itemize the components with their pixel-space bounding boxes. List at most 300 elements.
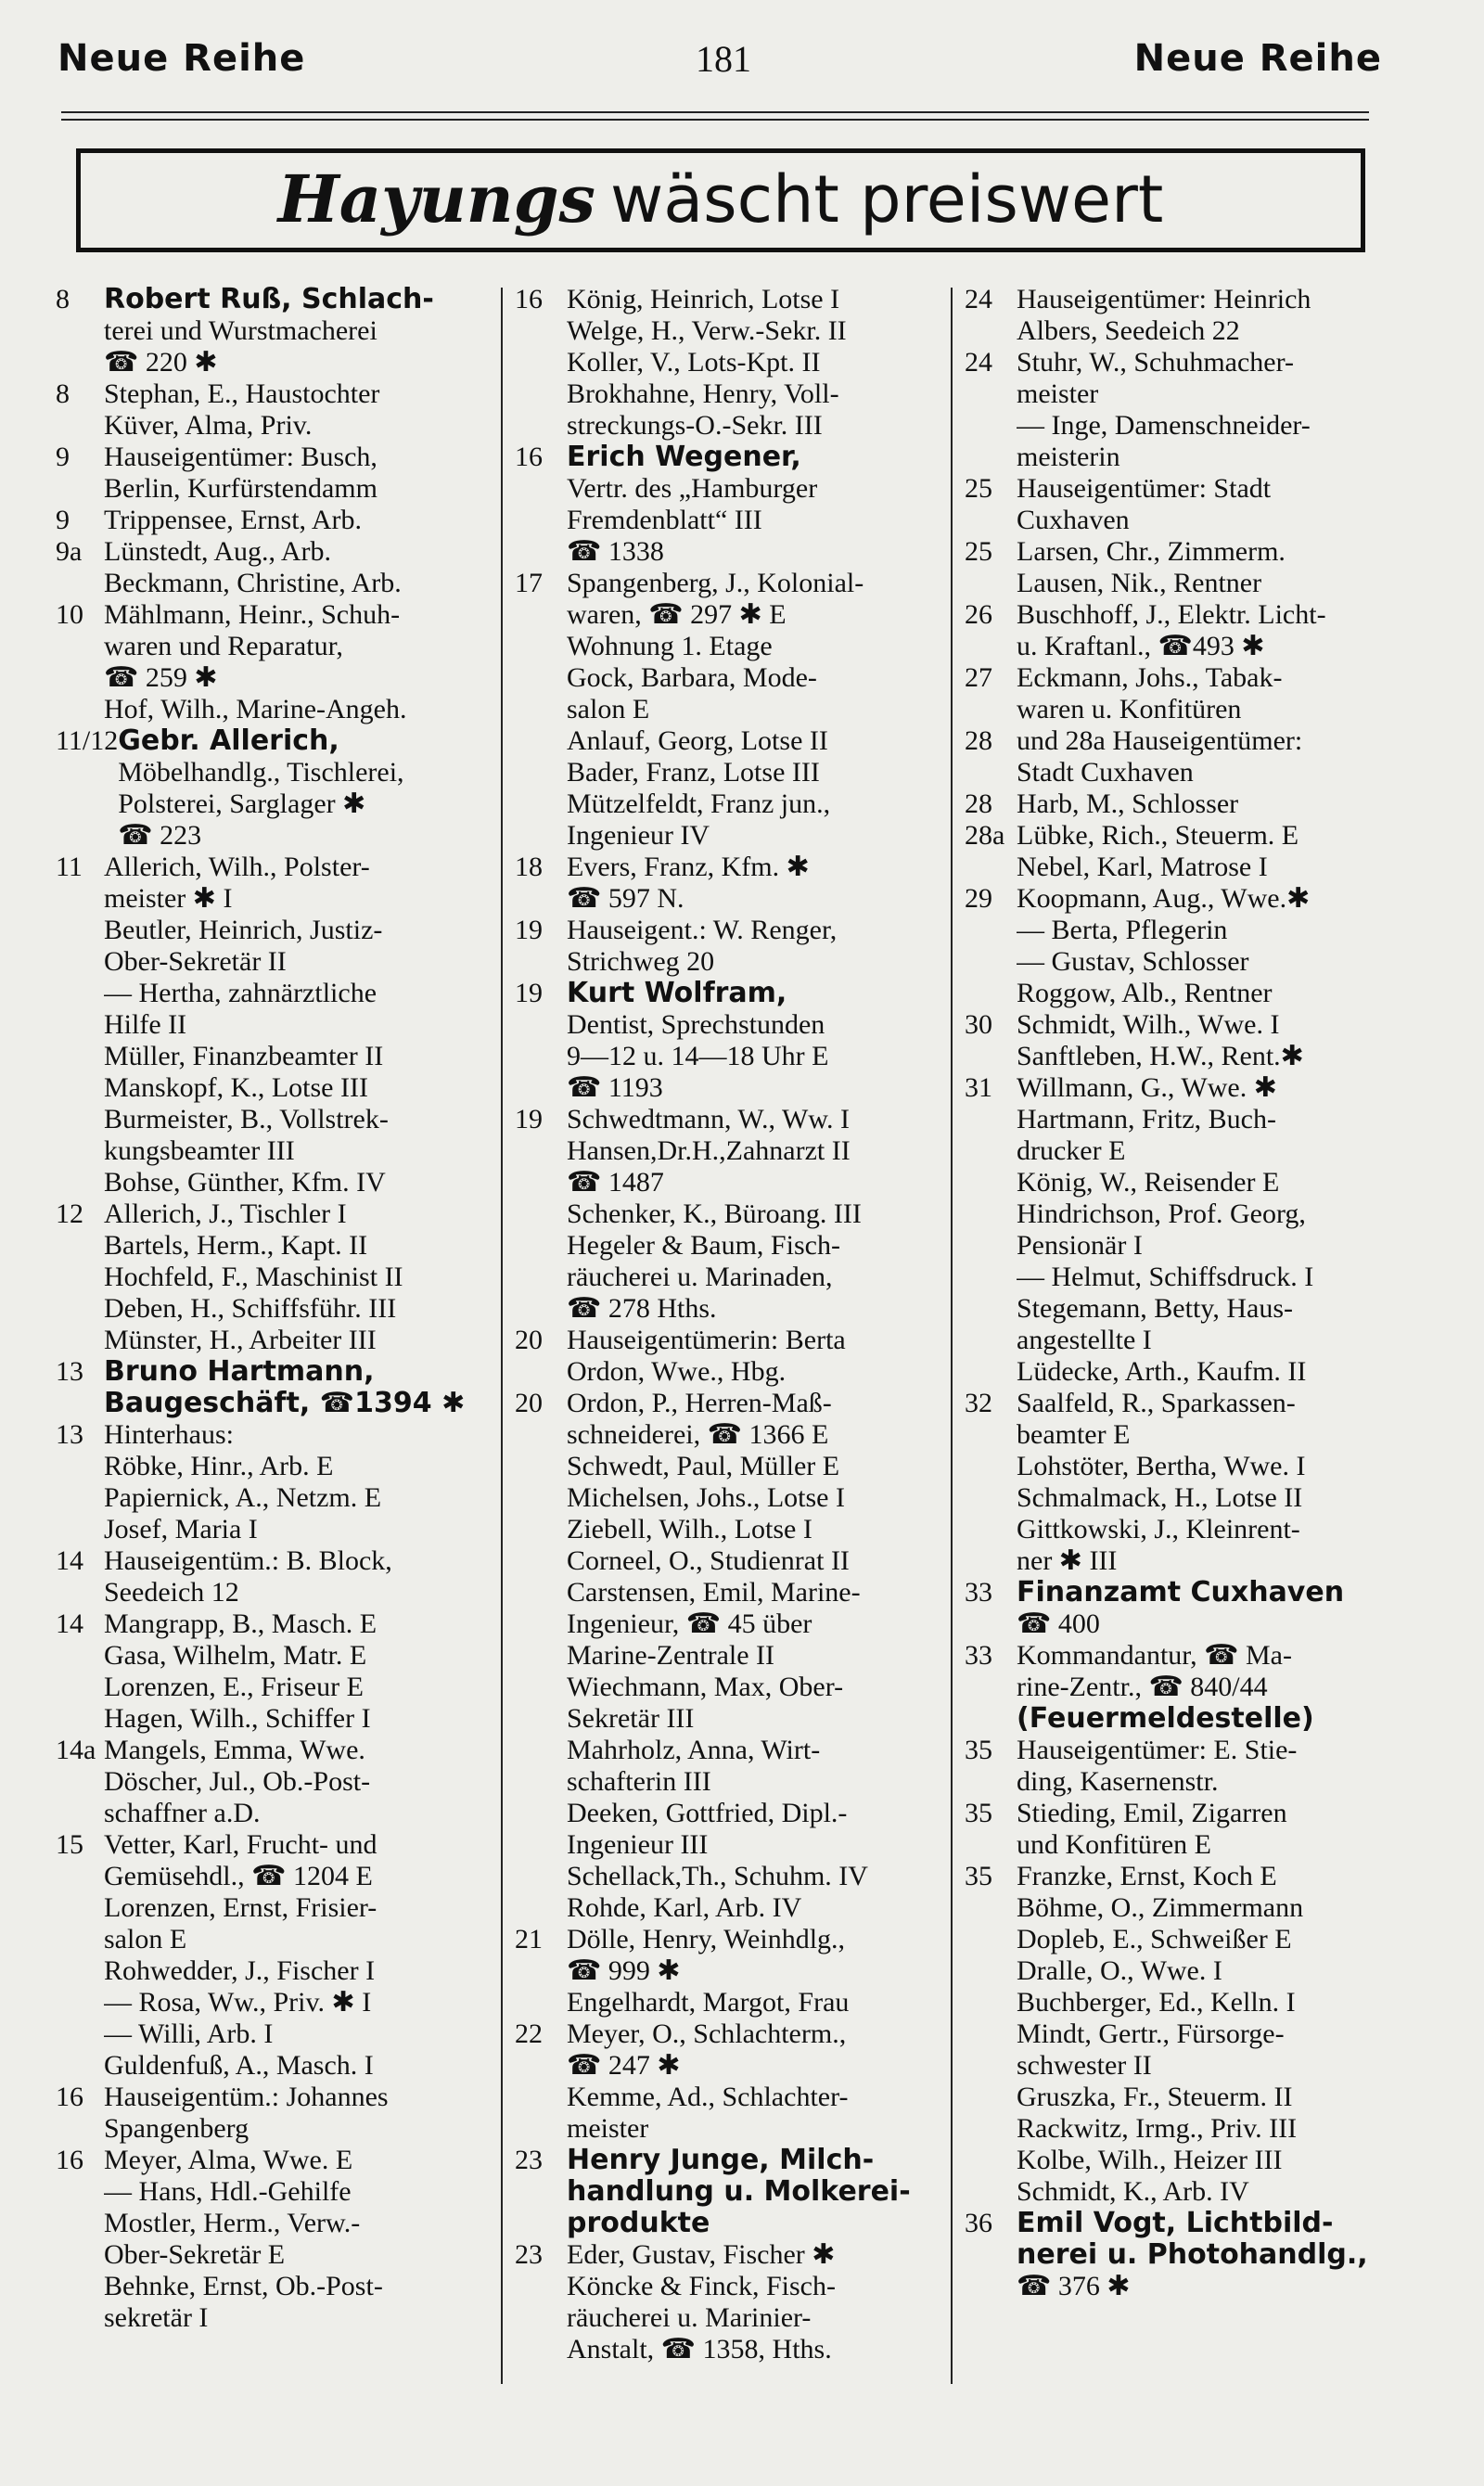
directory-entry	[56, 1829, 496, 2082]
entry-line: Mangels, Emma, Wwe.	[104, 1735, 365, 1765]
entry-line: ☎ 220 ✱	[104, 347, 218, 378]
entry-body	[567, 1388, 941, 1924]
directory-entry	[515, 1388, 941, 1924]
directory-entry	[515, 284, 941, 442]
house-number: 14	[56, 1545, 83, 1576]
entry-line: Hansen,Dr.H.,Zahnarzt II	[567, 1135, 851, 1166]
directory-entry	[515, 2145, 941, 2239]
entry-line: Nebel, Karl, Matrose I	[1017, 852, 1268, 882]
entry-line: Beckmann, Christine, Arb.	[104, 568, 402, 598]
entry-line: Hauseigentümer: Heinrich	[1017, 284, 1311, 314]
header-rule-bottom	[61, 119, 1369, 121]
column-divider-1	[501, 288, 503, 2384]
directory-entry	[56, 1545, 496, 1608]
entry-line: ☎ 597 N.	[567, 883, 684, 914]
directory-entry	[965, 662, 1419, 725]
entry-line: Willmann, G., Wwe. ✱	[1017, 1072, 1277, 1103]
house-number: 8	[56, 284, 70, 314]
house-number: 13	[56, 1356, 83, 1387]
entry-line: angestellte I	[1017, 1325, 1152, 1355]
page-number: 181	[696, 38, 751, 80]
entry-line: Ziebell, Wilh., Lotse I	[567, 1514, 812, 1544]
entry-line: Marine-Zentrale II	[567, 1640, 775, 1671]
entry-body	[104, 1198, 496, 1356]
entry-line: Stegemann, Betty, Haus-	[1017, 1293, 1293, 1324]
running-header-right: Neue Reihe	[1133, 37, 1382, 80]
entry-line: Gasa, Wilhelm, Matr. E	[104, 1640, 367, 1671]
entry-line: Buchberger, Ed., Kelln. I	[1017, 1987, 1296, 2018]
entry-line: Hauseigent.: W. Renger,	[567, 915, 838, 945]
entry-body	[1017, 725, 1419, 788]
entry-line: Strichweg 20	[567, 946, 715, 977]
entry-line: Sekretär III	[567, 1703, 695, 1734]
entry-line: schafterin III	[567, 1766, 711, 1797]
directory-entry	[56, 505, 496, 536]
entry-body	[104, 1419, 496, 1545]
entry-line: Sanftleben, H.W., Rent.✱	[1017, 1041, 1304, 1071]
entry-line: Gebr. Allerich,	[118, 725, 339, 757]
entry-line: Schwedt, Paul, Müller E	[567, 1451, 840, 1481]
entry-line: Hof, Wilh., Marine-Angeh.	[104, 694, 407, 724]
directory-entry	[515, 2239, 941, 2365]
directory-entry	[965, 1861, 1419, 2208]
entry-line: Lohstöter, Bertha, Wwe. I	[1017, 1451, 1306, 1481]
entry-body	[104, 1356, 496, 1419]
house-number: 10	[56, 599, 83, 630]
entry-line: Ingenieur III	[567, 1829, 709, 1860]
house-number: 35	[965, 1735, 992, 1765]
entry-line: rine-Zentr., ☎ 840/44	[1017, 1672, 1268, 1702]
entry-line: — Berta, Pflegerin	[1017, 915, 1228, 945]
entry-line: Baugeschäft, ☎1394 ✱	[104, 1388, 466, 1419]
entry-line: produkte	[567, 2208, 710, 2239]
entry-line: Schellack,Th., Schuhm. IV	[567, 1861, 868, 1891]
directory-entry	[56, 1356, 496, 1419]
entry-line: Lübke, Rich., Steuerm. E	[1017, 820, 1299, 851]
entry-body	[1017, 820, 1419, 883]
entry-line: salon E	[567, 694, 650, 724]
entry-line: sekretär I	[104, 2302, 209, 2333]
entry-line: Bohse, Günther, Kfm. IV	[104, 1167, 386, 1198]
entry-line: beamter E	[1017, 1419, 1131, 1450]
house-number: 9	[56, 505, 70, 535]
house-number: 35	[965, 1798, 992, 1828]
entry-line: Böhme, O., Zimmermann	[1017, 1892, 1304, 1923]
directory-entry	[56, 536, 496, 599]
house-number: 16	[56, 2145, 83, 2175]
house-number: 14a	[56, 1735, 96, 1765]
entry-body	[1017, 1577, 1419, 1640]
entry-line: Corneel, O., Studienrat II	[567, 1545, 850, 1576]
entry-line: ☎ 1487	[567, 1167, 664, 1198]
entry-line: Stuhr, W., Schuhmacher-	[1017, 347, 1294, 378]
directory-entry	[515, 442, 941, 568]
banner-brand: Hayungs	[277, 160, 595, 237]
house-number: 24	[965, 284, 992, 314]
entry-line: König, W., Reisender E	[1017, 1167, 1280, 1198]
entry-body	[567, 284, 941, 442]
entry-line: Trippensee, Ernst, Arb.	[104, 505, 363, 535]
entry-line: — Inge, Damenschneider-	[1017, 410, 1311, 441]
directory-entry	[965, 347, 1419, 473]
house-number: 35	[965, 1861, 992, 1891]
entry-line: Vertr. des „Hamburger	[567, 473, 818, 504]
entry-line: streckungs-O.-Sekr. III	[567, 410, 823, 441]
entry-line: Beutler, Heinrich, Justiz-	[104, 915, 383, 945]
directory-entry	[56, 1419, 496, 1545]
house-number: 25	[965, 536, 992, 567]
entry-body	[1017, 536, 1419, 599]
entry-line: Hauseigentümer: Busch,	[104, 442, 377, 472]
house-number: 22	[515, 2018, 543, 2049]
entry-body	[1017, 599, 1419, 662]
directory-entry	[965, 1577, 1419, 1640]
house-number: 18	[515, 852, 543, 882]
entry-body	[567, 568, 941, 852]
entry-line: Mählmann, Heinr., Schuh-	[104, 599, 401, 630]
entry-line: Guldenfuß, A., Masch. I	[104, 2050, 374, 2081]
house-number: 19	[515, 1104, 543, 1134]
house-number: 9	[56, 442, 70, 472]
entry-line: Gittkowski, J., Kleinrent-	[1017, 1514, 1300, 1544]
entry-body	[118, 725, 496, 852]
entry-line: Papiernick, A., Netzm. E	[104, 1482, 382, 1513]
entry-body	[1017, 662, 1419, 725]
entry-line: Kemme, Ad., Schlachter-	[567, 2082, 849, 2112]
entry-line: — Hans, Hdl.-Gehilfe	[104, 2176, 352, 2207]
entry-line: Anstalt, ☎ 1358, Hths.	[567, 2334, 832, 2364]
house-number: 16	[515, 284, 543, 314]
directory-entry	[56, 378, 496, 442]
entry-line: Emil Vogt, Lichtbild-	[1017, 2208, 1334, 2239]
entry-line: Rohwedder, J., Fischer I	[104, 1955, 376, 1986]
entry-line: Stephan, E., Haustochter	[104, 378, 380, 409]
entry-body	[104, 505, 496, 536]
entry-line: Ingenieur, ☎ 45 über	[567, 1608, 812, 1639]
entry-line: ☎ 223	[118, 820, 202, 851]
entry-line: Brokhahne, Henry, Voll-	[567, 378, 839, 409]
running-header-left: Neue Reihe	[58, 37, 306, 80]
entry-body	[567, 2239, 941, 2365]
entry-body	[1017, 284, 1419, 347]
directory-entry	[965, 536, 1419, 599]
entry-line: Ober-Sekretär E	[104, 2239, 286, 2270]
entry-line: Schmidt, Wilh., Wwe. I	[1017, 1009, 1280, 1040]
entry-line: meisterin	[1017, 442, 1120, 472]
entry-line: Dölle, Henry, Weinhdlg.,	[567, 1924, 846, 1954]
entry-line: Hauseigentüm.: B. Block,	[104, 1545, 392, 1576]
entry-line: König, Heinrich, Lotse I	[567, 284, 840, 314]
house-number: 21	[515, 1924, 543, 1954]
entry-line: Lüdecke, Arth., Kaufm. II	[1017, 1356, 1307, 1387]
entry-line: meister	[1017, 378, 1099, 409]
house-number: 19	[515, 978, 543, 1008]
entry-line: Müller, Finanzbeamter II	[104, 1041, 384, 1071]
entry-line: — Willi, Arb. I	[104, 2018, 274, 2049]
entry-line: Manskopf, K., Lotse III	[104, 1072, 368, 1103]
entry-line: Allerich, Wilh., Polster-	[104, 852, 370, 882]
house-number: 33	[965, 1640, 992, 1671]
entry-line: waren u. Konfitüren	[1017, 694, 1242, 724]
entry-line: Küver, Alma, Priv.	[104, 410, 313, 441]
entry-body	[104, 2082, 496, 2145]
directory-column-2	[515, 284, 941, 2365]
entry-line: ding, Kasernenstr.	[1017, 1766, 1219, 1797]
entry-line: Robert Ruß, Schlach-	[104, 284, 434, 315]
entry-body	[1017, 1798, 1419, 1861]
entry-line: Hauseigentümer: Stadt	[1017, 473, 1272, 504]
entry-body	[567, 2018, 941, 2145]
entry-line: Ober-Sekretär II	[104, 946, 287, 977]
directory-entry	[965, 284, 1419, 347]
header-rule-top	[61, 111, 1369, 113]
entry-body	[1017, 473, 1419, 536]
entry-line: Lorenzen, E., Friseur E	[104, 1672, 364, 1702]
entry-line: Mindt, Gertr., Fürsorge-	[1017, 2018, 1285, 2049]
entry-line: Evers, Franz, Kfm. ✱	[567, 852, 810, 882]
entry-line: räucherei u. Marinier-	[567, 2302, 812, 2333]
entry-line: Albers, Seedeich 22	[1017, 315, 1240, 346]
entry-line: Stieding, Emil, Zigarren	[1017, 1798, 1287, 1828]
entry-line: Dentist, Sprechstunden	[567, 1009, 825, 1040]
house-number: 27	[965, 662, 992, 693]
entry-body	[1017, 883, 1419, 1009]
house-number: 19	[515, 915, 543, 945]
house-number: 28a	[965, 820, 1005, 851]
entry-line: Meyer, O., Schlachterm.,	[567, 2018, 847, 2049]
directory-entry	[56, 284, 496, 378]
entry-body	[1017, 1640, 1419, 1735]
entry-body	[567, 978, 941, 1104]
directory-entry	[56, 599, 496, 725]
house-number: 11/12	[56, 725, 119, 756]
entry-line: Larsen, Chr., Zimmerm.	[1017, 536, 1286, 567]
entry-line: Kurt Wolfram,	[567, 978, 787, 1009]
entry-line: Schmidt, K., Arb. IV	[1017, 2176, 1249, 2207]
directory-entry	[965, 1009, 1419, 1072]
house-number: 29	[965, 883, 992, 914]
house-number: 32	[965, 1388, 992, 1418]
directory-entry	[965, 820, 1419, 883]
directory-entry	[515, 1104, 941, 1325]
entry-line: waren und Reparatur,	[104, 631, 343, 661]
entry-line: Koller, V., Lots-Kpt. II	[567, 347, 821, 378]
entry-line: ☎ 278 Hths.	[567, 1293, 717, 1324]
directory-entry	[965, 473, 1419, 536]
entry-body	[104, 1829, 496, 2082]
directory-entry	[965, 788, 1419, 820]
entry-body	[567, 915, 941, 978]
entry-line: Münster, H., Arbeiter III	[104, 1325, 377, 1355]
entry-line: drucker E	[1017, 1135, 1126, 1166]
entry-line: Anlauf, Georg, Lotse II	[567, 725, 828, 756]
house-number: 12	[56, 1198, 83, 1229]
entry-line: Spangenberg, J., Kolonial-	[567, 568, 864, 598]
entry-line: 9—12 u. 14—18 Uhr E	[567, 1041, 829, 1071]
entry-line: Mangrapp, B., Masch. E	[104, 1608, 377, 1639]
directory-entry	[56, 442, 496, 505]
entry-line: Seedeich 12	[104, 1577, 239, 1608]
directory-entry	[965, 2208, 1419, 2302]
entry-line: Deeken, Gottfried, Dipl.-	[567, 1798, 848, 1828]
entry-line: Schmalmack, H., Lotse II	[1017, 1482, 1303, 1513]
entry-body	[104, 1608, 496, 1735]
entry-line: schaffner a.D.	[104, 1798, 261, 1828]
entry-line: Bruno Hartmann,	[104, 1356, 375, 1388]
entry-body	[104, 599, 496, 725]
directory-entry	[965, 1798, 1419, 1861]
directory-entry	[965, 1072, 1419, 1388]
directory-entry	[56, 2145, 496, 2334]
entry-body	[104, 1545, 496, 1608]
entry-line: und Konfitüren E	[1017, 1829, 1211, 1860]
entry-body	[567, 1104, 941, 1325]
entry-line: Wiechmann, Max, Ober-	[567, 1672, 844, 1702]
house-number: 16	[515, 442, 543, 472]
entry-body	[104, 284, 496, 378]
entry-line: Gock, Barbara, Mode-	[567, 662, 817, 693]
entry-line: Behnke, Ernst, Ob.-Post-	[104, 2271, 383, 2301]
directory-entry	[515, 1325, 941, 1388]
entry-line: Buschhoff, J., Elektr. Licht-	[1017, 599, 1326, 630]
directory-entry	[965, 725, 1419, 788]
entry-body	[104, 852, 496, 1198]
directory-column-1	[56, 284, 496, 2334]
directory-entry	[515, 1924, 941, 2018]
entry-line: Hilfe II	[104, 1009, 187, 1040]
entry-line: Michelsen, Johs., Lotse I	[567, 1482, 845, 1513]
entry-line: Wohnung 1. Etage	[567, 631, 773, 661]
entry-line: Hauseigentümer: E. Stie-	[1017, 1735, 1298, 1765]
entry-line: Bader, Franz, Lotse III	[567, 757, 820, 788]
entry-body	[1017, 1861, 1419, 2208]
house-number: 20	[515, 1325, 543, 1355]
entry-line: ☎ 259 ✱	[104, 662, 218, 693]
house-number: 33	[965, 1577, 992, 1608]
entry-line: schwester II	[1017, 2050, 1152, 2081]
entry-line: — Hertha, zahnärztliche	[104, 978, 377, 1008]
directory-entry	[56, 1735, 496, 1829]
entry-line: handlung u. Molkerei-	[567, 2176, 911, 2208]
entry-line: Finanzamt Cuxhaven	[1017, 1577, 1345, 1608]
entry-body	[567, 442, 941, 568]
entry-line: ☎ 400	[1017, 1608, 1100, 1639]
entry-line: Rohde, Karl, Arb. IV	[567, 1892, 802, 1923]
entry-line: Allerich, J., Tischler I	[104, 1198, 347, 1229]
entry-line: nerei u. Photohandlg.,	[1017, 2239, 1368, 2271]
entry-line: meister	[567, 2113, 649, 2144]
house-number: 36	[965, 2208, 992, 2238]
entry-body	[1017, 2208, 1419, 2302]
entry-line: Josef, Maria I	[104, 1514, 258, 1544]
entry-line: Meyer, Alma, Wwe. E	[104, 2145, 353, 2175]
entry-line: Dralle, O., Wwe. I	[1017, 1955, 1222, 1986]
entry-line: Ingenieur IV	[567, 820, 710, 851]
entry-line: meister ✱ I	[104, 883, 233, 914]
house-number: 28	[965, 788, 992, 819]
entry-line: Gemüsehdl., ☎ 1204 E	[104, 1861, 373, 1891]
directory-column-3	[965, 284, 1419, 2302]
entry-body	[567, 1924, 941, 2018]
entry-line: Koopmann, Aug., Wwe.✱	[1017, 883, 1311, 914]
entry-body	[1017, 1735, 1419, 1798]
house-number: 20	[515, 1388, 543, 1418]
entry-body	[1017, 788, 1419, 820]
entry-line: Eder, Gustav, Fischer ✱	[567, 2239, 836, 2270]
entry-body	[104, 442, 496, 505]
entry-line: ☎ 999 ✱	[567, 1955, 681, 1986]
house-number: 23	[515, 2239, 543, 2270]
directory-entry	[56, 1608, 496, 1735]
house-number: 13	[56, 1419, 83, 1450]
entry-line: Hochfeld, F., Maschinist II	[104, 1262, 403, 1292]
entry-line: Rackwitz, Irmg., Priv. III	[1017, 2113, 1298, 2144]
entry-line: Mostler, Herm., Verw.-	[104, 2208, 361, 2238]
entry-line: Engelhardt, Margot, Frau	[567, 1987, 850, 2018]
entry-line: räucherei u. Marinaden,	[567, 1262, 833, 1292]
entry-line: Saalfeld, R., Sparkassen-	[1017, 1388, 1296, 1418]
house-number: 17	[515, 568, 543, 598]
entry-line: Henry Junge, Milch-	[567, 2145, 875, 2176]
entry-line: Gruszka, Fr., Steuerm. II	[1017, 2082, 1293, 2112]
entry-line: (Feuermeldestelle)	[1017, 1703, 1314, 1735]
house-number: 9a	[56, 536, 83, 567]
house-number: 30	[965, 1009, 992, 1040]
directory-entry	[965, 1735, 1419, 1798]
house-number: 16	[56, 2082, 83, 2112]
entry-body	[567, 852, 941, 915]
directory-entry	[515, 852, 941, 915]
entry-line: Hagen, Wilh., Schiffer I	[104, 1703, 371, 1734]
house-number: 24	[965, 347, 992, 378]
house-number: 15	[56, 1829, 83, 1860]
entry-line: ☎ 376 ✱	[1017, 2271, 1131, 2301]
entry-line: schneiderei, ☎ 1366 E	[567, 1419, 829, 1450]
entry-line: — Rosa, Ww., Priv. ✱ I	[104, 1987, 372, 2018]
entry-line: Deben, H., Schiffsführ. III	[104, 1293, 397, 1324]
entry-line: Kommandantur, ☎ Ma-	[1017, 1640, 1292, 1671]
entry-line: Cuxhaven	[1017, 505, 1130, 535]
entry-line: Mahrholz, Anna, Wirt-	[567, 1735, 821, 1765]
entry-line: kungsbeamter III	[104, 1135, 295, 1166]
house-number: 23	[515, 2145, 543, 2175]
entry-line: Hindrichson, Prof. Georg,	[1017, 1198, 1306, 1229]
advertisement-banner	[76, 148, 1365, 252]
house-number: 26	[965, 599, 992, 630]
entry-line: Hinterhaus:	[104, 1419, 234, 1450]
directory-entry	[965, 599, 1419, 662]
entry-body	[104, 1735, 496, 1829]
entry-line: Hegeler & Baum, Fisch-	[567, 1230, 840, 1261]
entry-body	[567, 2145, 941, 2239]
directory-entry	[965, 883, 1419, 1009]
entry-line: salon E	[104, 1924, 187, 1954]
entry-line: Hauseigentümerin: Berta	[567, 1325, 846, 1355]
directory-entry	[965, 1640, 1419, 1735]
entry-body	[104, 378, 496, 442]
entry-line: ner ✱ III	[1017, 1545, 1118, 1576]
entry-line: Bartels, Herm., Kapt. II	[104, 1230, 368, 1261]
entry-line: Schwedtmann, W., Ww. I	[567, 1104, 850, 1134]
directory-entry	[515, 2018, 941, 2145]
entry-body	[1017, 1072, 1419, 1388]
entry-line: Lausen, Nik., Rentner	[1017, 568, 1262, 598]
entry-line: Polsterei, Sarglager ✱	[118, 788, 366, 819]
entry-line: Möbelhandlg., Tischlerei,	[118, 757, 404, 788]
entry-line: Eckmann, Johs., Tabak-	[1017, 662, 1283, 693]
house-number: 8	[56, 378, 70, 409]
house-number: 25	[965, 473, 992, 504]
